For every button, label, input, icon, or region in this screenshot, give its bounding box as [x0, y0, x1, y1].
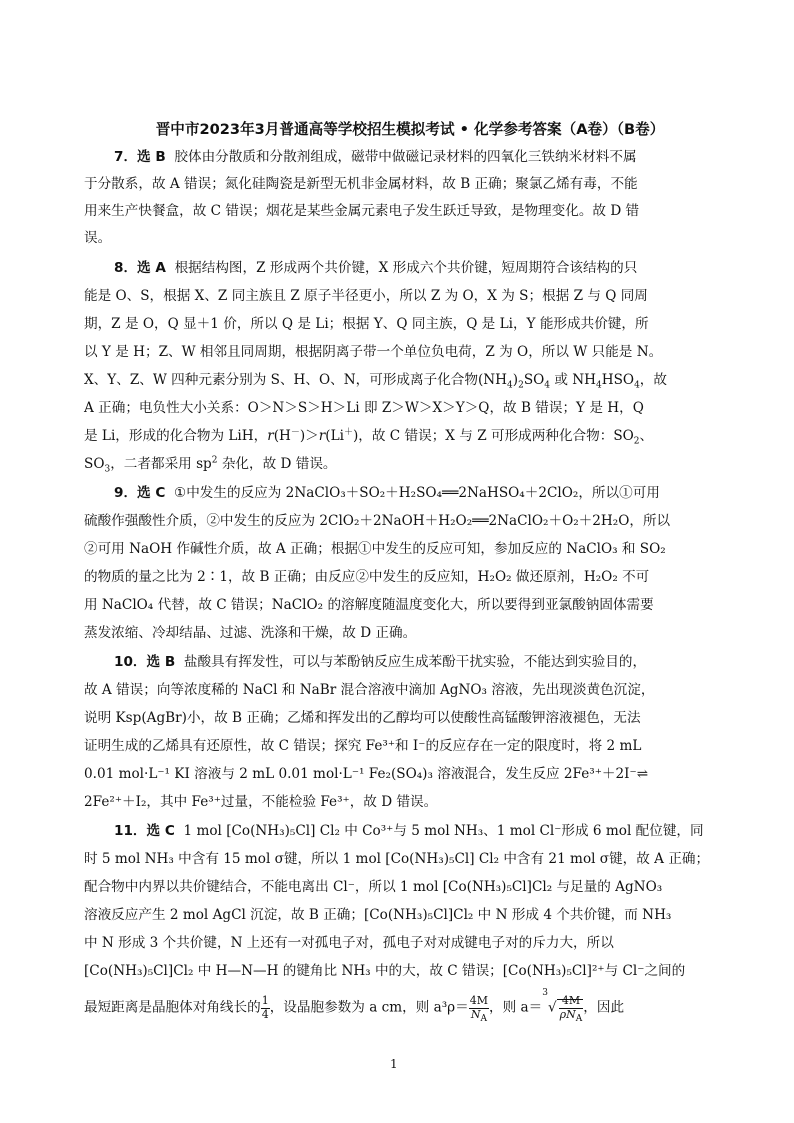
fraction-numerator: 1 — [261, 994, 269, 1007]
q10-line-3: 说明 Ksp(AgBr)小，故 B 正确；乙烯和挥发出的乙醇均可以使酸性高锰酸钾溶液褪色，无法 — [84, 710, 641, 726]
q8-sub: 4 — [544, 380, 551, 391]
q10-line-4: 证明生成的乙烯具有还原性，故 C 错误；探究 Fe³⁺和 I⁻的反应存在一定的限度时，将 2 mL — [84, 738, 642, 754]
fraction-numerator: 4M — [469, 994, 489, 1007]
q8-sub: 2 — [518, 380, 524, 391]
q10-line-6: 2Fe²⁺＋I₂，其中 Fe³⁺过量，不能检验 Fe³⁺，故 D 错误。 — [84, 794, 438, 810]
q8-line-6: A 正确；电负性大小关系：O＞N＞S＞H＞Li 即 Z＞W＞X＞Y＞Q，故 B 错误；Y 是 H，Q — [84, 400, 644, 416]
na-symbol: N — [470, 1007, 481, 1021]
q11-text-7c: ，则 a＝ — [489, 999, 543, 1016]
q8-text-8a: SO — [84, 456, 105, 472]
na-subscript: A — [575, 1013, 583, 1024]
q8-line-8 — [84, 455, 337, 475]
page-number: 1 — [390, 1057, 398, 1071]
q8-text-1: 根据结构图，Z 形成两个共价键，X 形成六个共价键，短周期符合该结构的只 — [174, 260, 638, 276]
q11-label: 11．选 C — [114, 823, 175, 839]
q9-line-5: 用 NaClO₄ 代替，故 C 错误；NaClO₂ 的溶解度随温度变化大，所以要得到亚氯酸钠固体需要 — [84, 597, 654, 613]
q8-sup: ＋ — [343, 427, 353, 438]
q8-line-5 — [84, 372, 667, 391]
q7-line-4: 误。 — [84, 230, 112, 246]
q8-sup: － — [290, 427, 300, 438]
q8-line-1 — [114, 262, 637, 276]
q9-text-1: ①中发生的反应为 2NaClO₃＋SO₂＋H₂SO₄══2NaHSO₄＋2ClO₂，所以①可用 — [174, 485, 660, 501]
q8-label: 8．选 A — [114, 260, 166, 276]
q7-line-2: 于分散系，故 A 错误；氮化硅陶瓷是新型无机非金属材料，故 B 正确；聚氯乙烯有毒，不能 — [84, 176, 638, 192]
q8-text-5f: ，故 — [639, 372, 667, 388]
q8-text-7d: )＞ — [299, 428, 319, 444]
q11-text-1: 1 mol [Co(NH₃)₅Cl] Cl₂ 中 Co³⁺与 5 mol NH₃、1 mol Cl⁻形成 6 mol 配位键，同 — [183, 823, 704, 839]
q8-sub: 4 — [507, 380, 513, 391]
q8-text-5e: HSO — [601, 372, 635, 388]
q8-line-4: 以 Y 是 H；Z、W 相邻且同周期，根据阴离子带一个单位负电荷，Z 为 O，所以 W 只能是 N。 — [84, 344, 663, 360]
q8-text-7h: 、 — [639, 428, 654, 444]
fraction-denominator — [469, 1009, 489, 1022]
q11-line-1 — [114, 825, 704, 839]
q10-line-5: 0.01 mol·L⁻¹ KI 溶液与 2 mL 0.01 mol·L⁻¹ Fe₂(SO₄)₃ 溶液混合，发生反应 2Fe³⁺＋2I⁻⇌ — [84, 766, 649, 782]
q11-text-7b: ，设晶胞参数为 a cm，则 a³ρ＝ — [269, 999, 469, 1016]
q8-text-7a: 是 Li，形成的化合物为 LiH， — [84, 428, 268, 444]
q11-line-3: 配合物中内界以共价键结合，不能电离出 Cl⁻，所以 1 mol [Co(NH₃)₅Cl]Cl₂ 与足量的 AgNO₃ — [84, 879, 663, 895]
fraction-one-quarter — [261, 995, 270, 1021]
q10-line-2: 故 A 错误；向等浓度稀的 NaCl 和 NaBr 混合溶液中滴加 AgNO₃ 溶液，先出现淡黄色沉淀， — [84, 682, 655, 698]
q11-line-6: [Co(NH₃)₅Cl]Cl₂ 中 H—N—H 的键角比 NH₃ 中的大，故 C 错误；[Co(NH₃)₅Cl]²⁺与 Cl⁻之间的 — [84, 963, 686, 979]
cube-root-index: 3 — [542, 988, 548, 998]
q8-sub: 2 — [633, 436, 640, 447]
q8-text-7f: (Li — [325, 428, 344, 444]
q11-text-7a: 最短距离是晶胞体对角线长的 — [84, 999, 261, 1016]
q8-sub: 4 — [634, 380, 640, 391]
fraction-numerator: 4M — [559, 995, 584, 1009]
q8-text-7g: )，故 C 错误；X 与 Z 可形成两种化合物：SO — [352, 428, 634, 444]
q8-text-5c: SO — [523, 372, 545, 388]
q7-line-1 — [114, 151, 637, 165]
q8-text-5b: ) — [512, 372, 519, 388]
na-subscript: A — [480, 1013, 487, 1024]
q8-text-7c: (H — [273, 428, 291, 444]
q10-text-1: 盐酸具有挥发性，可以与苯酚钠反应生成苯酚干扰实验，不能达到实验目的， — [183, 654, 647, 670]
q8-sup: 2 — [211, 455, 218, 466]
q9-line-3: ②可用 NaOH 作碱性介质，故 A 正确；根据①中发生的反应可知，参加反应的 NaClO₃ 和 SO₂ — [84, 541, 666, 557]
q7-label: 7．选 B — [114, 149, 166, 165]
q11-line-4: 溶液反应产生 2 mol AgCl 沉淀，故 B 正确；[Co(NH₃)₅Cl]Cl₂ 中 N 形成 4 个共价键，而 NH₃ — [84, 907, 672, 923]
q8-sub: 4 — [596, 380, 602, 391]
q11-text-7d: ，因此 — [583, 999, 625, 1016]
q10-label: 10．选 B — [114, 654, 176, 670]
q9-line-2: 硫酸作强酸性介质，②中发生的反应为 2ClO₂＋2NaOH＋H₂O₂══2NaClO₂＋O₂＋2H₂O，所以 — [84, 513, 671, 529]
q8-text-5a: X、Y、Z、W 四种元素分别为 S、H、O、N，可形成离子化合物(NH — [84, 372, 508, 388]
q8-r-symbol: r — [267, 428, 274, 444]
fraction-denominator — [559, 1009, 584, 1022]
fraction-4m-over-rho-na — [559, 994, 584, 1024]
fraction-denominator: 4 — [261, 1007, 269, 1021]
q11-line-7 — [84, 988, 625, 1024]
page-title: 晋中市2023年3月普通高等学校招生模拟考试 • 化学参考答案（A卷）（B卷） — [155, 121, 665, 138]
q9-line-1 — [114, 487, 660, 501]
q8-text-8c: 杂化，故 D 错误。 — [217, 456, 337, 472]
radical-sign-icon: √ — [548, 999, 557, 1016]
q9-line-6: 蒸发浓缩、冷却结晶、过滤、洗涤和干燥，故 D 正确。 — [84, 625, 417, 641]
radicand — [557, 994, 584, 1024]
q7-line-3: 用来生产快餐盒，故 C 错误；烟花是某些金属元素电子发生跃迁导致，是物理变化。故 D 错 — [84, 203, 640, 219]
q8-line-3: 期，Z 是 O，Q 显＋1 价，所以 Q 是 Li；根据 Y、Q 同主族，Q 是 Li，Y 能形成共价键，所 — [84, 316, 649, 332]
q11-line-2: 时 5 mol NH₃ 中含有 15 mol σ键，所以 1 mol [Co(NH₃)₅Cl] Cl₂ 中含有 21 mol σ键，故 A 正确； — [84, 851, 710, 867]
q7-text-1: 胶体由分散质和分散剂组成，磁带中做磁记录材料的四氧化三铁纳米材料不属 — [174, 149, 637, 165]
q9-label: 9．选 C — [114, 485, 166, 501]
q8-text-8b: ，二者都采用 sp — [110, 456, 212, 472]
q8-text-5d: 或 NH — [550, 372, 597, 388]
fraction-4m-over-na — [469, 994, 489, 1024]
q8-sub: 3 — [104, 464, 111, 475]
q8-line-7 — [84, 427, 654, 447]
q9-line-4: 的物质的量之比为 2∶1，故 B 正确；由反应②中发生的反应知，H₂O₂ 做还原剂，H₂O₂ 不可 — [84, 569, 650, 585]
q8-r-symbol: r — [318, 428, 326, 444]
q11-line-5: 中 N 形成 3 个共价键，N 上还有一对孤电子对，孤电子对对成键电子对的斥力大，所以 — [84, 935, 614, 951]
rho-na-symbol: ρN — [559, 1007, 576, 1021]
q10-line-1 — [114, 656, 646, 670]
q8-line-2: 能是 O、S，根据 X、Z 同主族且 Z 原子半径更小，所以 Z 为 O，X 为 S；根据 Z 与 Q 同周 — [84, 288, 648, 304]
